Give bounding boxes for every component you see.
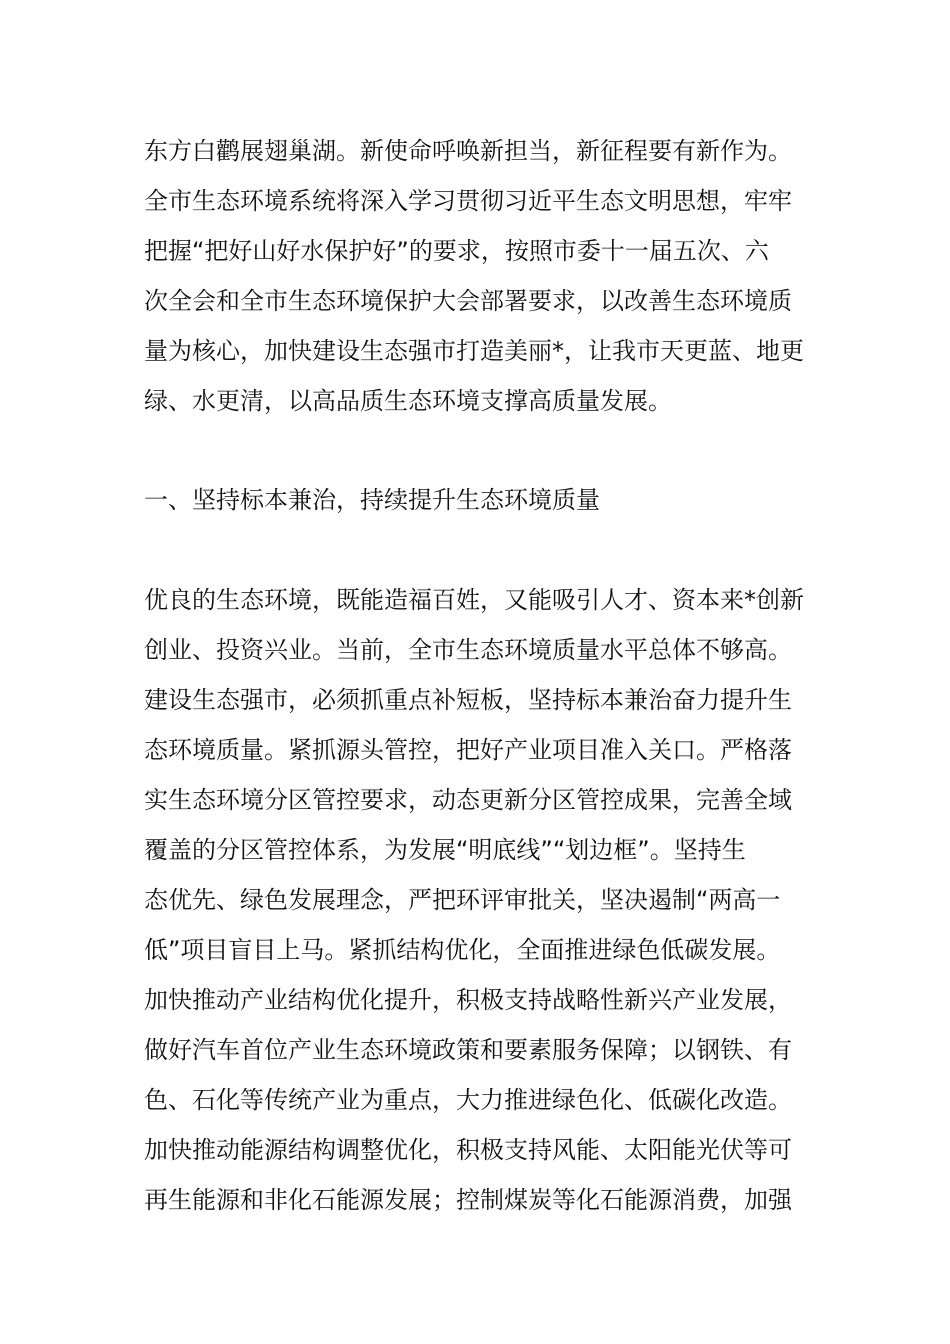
text-line: 量为核心，加快建设生态强市打造美丽*，让我市天更蓝、地更 xyxy=(144,337,804,365)
text-line: 创业、投资兴业。当前，全市生态环境质量水平总体不够高。 xyxy=(144,636,792,664)
text-line: 加快推动能源结构调整优化，积极支持风能、太阳能光伏等可 xyxy=(144,1136,792,1164)
text-line: 态优先、绿色发展理念，严把环评审批关，坚决遏制“两高一 xyxy=(144,886,781,914)
heading-text: 一、坚持标本兼治，持续提升生态环境质量 xyxy=(144,486,600,514)
text-line: 实生态环境分区管控要求，动态更新分区管控成果，完善全域 xyxy=(144,786,792,814)
text-line: 次全会和全市生态环境保护大会部署要求，以改善生态环境质 xyxy=(144,287,792,315)
text-line: 再生能源和非化石能源发展；控制煤炭等化石能源消费，加强 xyxy=(144,1186,792,1214)
text-line: 色、石化等传统产业为重点，大力推进绿色化、低碳化改造。 xyxy=(144,1086,792,1114)
text-line: 优良的生态环境，既能造福百姓，又能吸引人才、资本来*创新 xyxy=(144,586,804,614)
paragraph-intro xyxy=(144,126,824,426)
text-line: 把握“把好山好水保护好”的要求，按照市委十一届五次、六 xyxy=(144,237,769,265)
text-line: 做好汽车首位产业生态环境政策和要素服务保障；以钢铁、有 xyxy=(144,1036,792,1064)
text-line: 加快推动产业结构优化提升，积极支持战略性新兴产业发展， xyxy=(144,986,792,1014)
text-line: 绿、水更清，以高品质生态环境支撑高质量发展。 xyxy=(144,387,672,415)
paragraph-body xyxy=(144,575,824,1225)
text-line: 覆盖的分区管控体系，为发展“明底线”“划边框”。坚持生 xyxy=(144,836,746,864)
section-heading xyxy=(144,475,824,525)
text-line: 态环境质量。紧抓源头管控，把好产业项目准入关口。严格落 xyxy=(144,736,792,764)
text-line: 东方白鹳展翅巢湖。新使命呼唤新担当，新征程要有新作为。 xyxy=(144,137,792,165)
text-line: 全市生态环境系统将深入学习贯彻习近平生态文明思想，牢牢 xyxy=(144,187,792,215)
text-line: 低”项目盲目上马。紧抓结构优化，全面推进绿色低碳发展。 xyxy=(144,936,781,964)
text-line: 建设生态强市，必须抓重点补短板，坚持标本兼治奋力提升生 xyxy=(144,686,792,714)
